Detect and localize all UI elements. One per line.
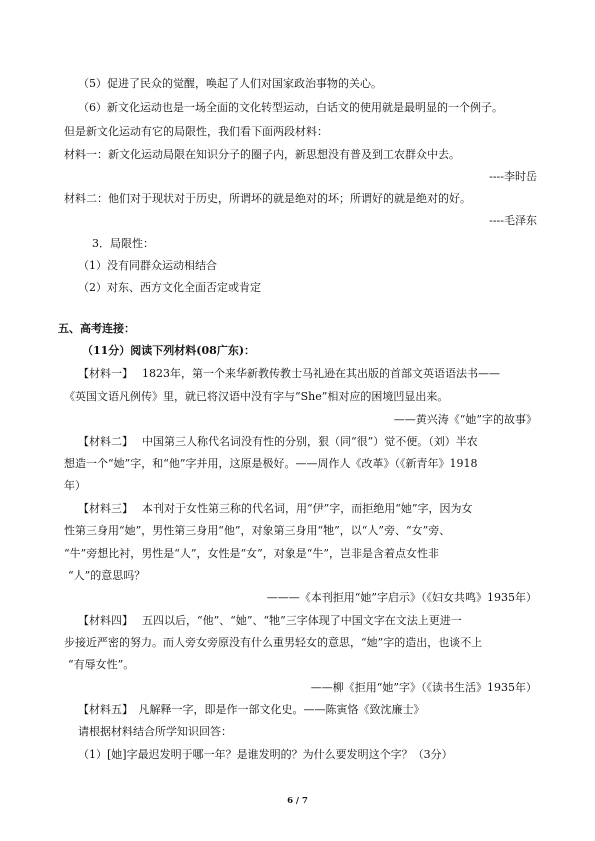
text-line: 年） — [64, 479, 86, 492]
text-line: 但是新文化运动有它的局限性，我们看下面两段材料： — [64, 125, 328, 138]
question-heading: （11分）阅读下列材料(08广东)： — [82, 344, 256, 357]
text-line: 材料二：他们对于现状对于历史，所谓坏的就是绝对的坏；所谓好的就是绝对的好。 — [64, 192, 471, 205]
subheading: 3．局限性： — [92, 237, 154, 250]
text-line: 材料一：新文化运动局限在知识分子的圈子内，新思想没有普及到工农群众中去。 — [64, 148, 460, 161]
attribution: ----毛泽东 — [489, 214, 537, 227]
attribution: ——柳《拒用“她”字》（《读书生活》1935年） — [310, 681, 537, 694]
attribution: ———《本刊拒用“她”字启示》（《妇女共鸣》1935年） — [266, 591, 537, 604]
text-line: 【材料二】 中国第三人称代名词没有性的分别，狠（同“很”）觉不便。（刘）半农 — [78, 435, 478, 448]
text-line: 【材料一】 1823年，第一个来华新教传教士马礼逊在其出版的首部文英语语法书—— — [78, 367, 500, 380]
question-text: （1）[她]字最迟发明于哪一年？是谁发明的？为什么要发明这个字？（3分） — [78, 748, 453, 761]
section-heading: 五、高考连接： — [58, 322, 135, 335]
text-line: 请根据材料结合所学知识回答： — [78, 725, 232, 738]
text-line: “牛”旁想比衬，男性是“人”，女性是“女”，对象是“牛”，岂非是含着点女性非 — [64, 547, 439, 560]
text-line: （6）新文化运动也是一场全面的文化转型运动，白话文的使用就是最明显的一个例子。 — [78, 101, 503, 114]
text-line: 【材料四】 五四以后，“他”、“她”、“牠”三字体现了中国文字在文法上更进一 — [78, 614, 462, 627]
text-line: “人”的意思吗？ — [68, 569, 146, 582]
text-line: 《英国文语凡例传》里，就已将汉语中没有字与“She”相对应的困境凹显出来。 — [64, 390, 449, 403]
text-line: 性第三身用“她”，男性第三身用“他”，对象第三身用“牠”，以“人”旁、“女”旁、 — [64, 524, 451, 537]
text-line: 步接近严密的努力。而人旁女旁原没有什么重男轻女的意思，“她”字的造出，也谈不上 — [64, 636, 483, 649]
text-line: （5）促进了民众的觉醒，唤起了人们对国家政治事物的关心。 — [78, 77, 382, 90]
text-line: （2）对东、西方文化全面否定或肯定 — [78, 281, 261, 294]
text-line: 想造一个“她”字，和“他”字并用，这原是极好。——周作人《改革》（《新青年》1918 — [64, 457, 478, 470]
text-line: “有辱女性”。 — [68, 658, 135, 671]
text-line: 【材料三】 本刊对于女性第三称的代名词，用“伊”字，而拒绝用“她”字，因为女 — [78, 502, 473, 515]
text-line: 【材料五】 凡解释一字，即是作一部文化史。——陈寅恪《致沈廉士》 — [78, 703, 425, 716]
text-line: （1）没有同群众运动相结合 — [78, 259, 217, 272]
attribution: ——黄兴涛《“她”字的故事》 — [393, 413, 537, 426]
attribution: ----李时岳 — [489, 170, 537, 183]
page-number: 6 / 7 — [287, 796, 308, 806]
